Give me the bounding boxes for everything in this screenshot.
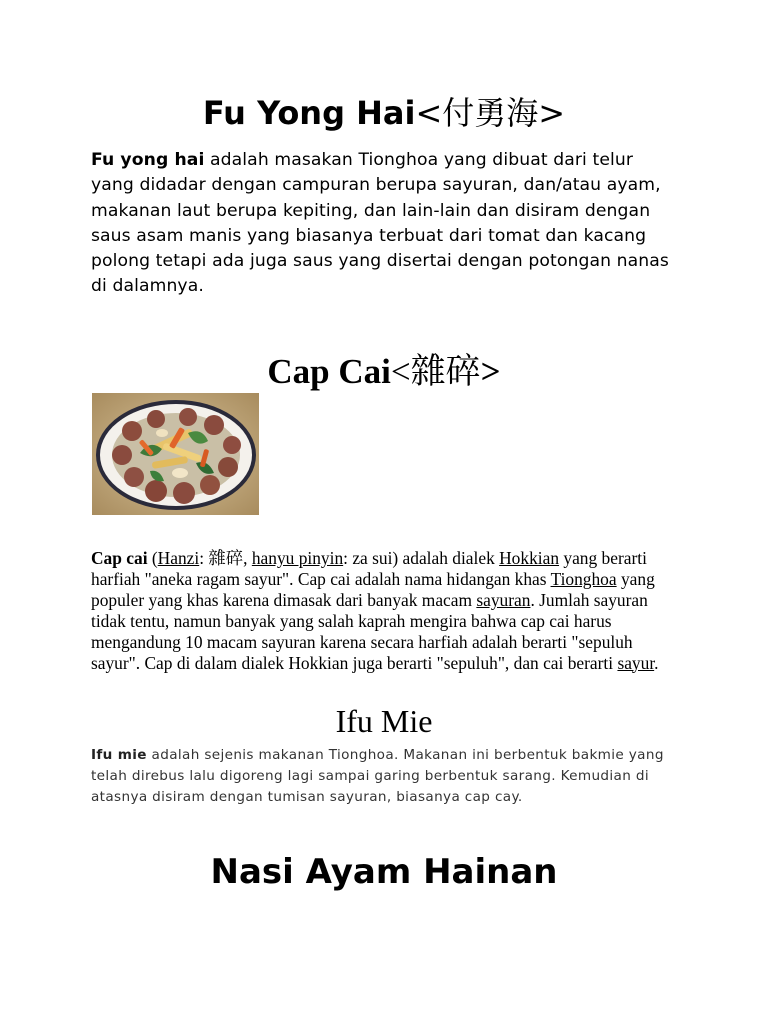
link-sayuran[interactable]: sayuran: [476, 589, 531, 610]
heading-ifu-mie: Ifu Mie: [335, 703, 433, 739]
term-ifu-mie: Ifu mie: [91, 747, 147, 763]
link-hokkian[interactable]: Hokkian: [499, 548, 560, 568]
heading-cap-cai-close: >: [480, 352, 501, 391]
link-hanzi[interactable]: Hanzi: [157, 548, 200, 568]
paragraph-ifu-mie: [91, 745, 681, 808]
heading-cap-cai: [0, 344, 768, 394]
text-cap-cai-6: . Jumlah sayuran tidak tentu, namun banyak yang salah kaprah mengira bahwa cap cai harus mengandung 10 macam sayuran karena secara harfiah adalah berarti "sepuluh sayur". Cap di dalam dialek Hokkian juga berarti "sepuluh", dan cai berarti: [91, 589, 648, 673]
text-fu-yong-hai: adalah masakan Tionghoa yang dibuat dari telur yang didadar dengan campuran berupa sayuran, dan/atau ayam, makanan laut berupa kepiting, dan lain-lain dan disiram dengan saus asam manis yang biasanya terbuat dari tomat dan kacang polong tetapi ada juga saus yang disertai dengan potongan nanas di dalamnya.: [91, 150, 669, 297]
text-ifu-mie: adalah sejenis makanan Tionghoa. Makanan ini berbentuk bakmie yang telah direbus lalu digoreng lagi sampai garing berbentuk sarang. Kemudian di atasnya disiram dengan tumisan sayuran, biasanya cap cay.: [91, 747, 664, 805]
cap-cai-photo: [92, 393, 259, 515]
paragraph-fu-yong-hai: [91, 148, 681, 300]
paragraph-cap-cai: [91, 548, 681, 673]
link-hanyu-pinyin[interactable]: hanyu pinyin: [251, 548, 344, 568]
heading-fu-yong-hai: [0, 88, 768, 134]
heading-fu-yong-hai-text: Fu Yong Hai: [202, 94, 416, 132]
link-sayur[interactable]: sayur: [617, 652, 655, 673]
text-cap-cai-5: yang populer yang khas karena dimasak dari banyak macam: [91, 568, 655, 610]
term-cap-cai: Cap cai: [91, 548, 148, 568]
cap-cai-dish-image: [92, 393, 259, 515]
text-cap-cai-1: (: [147, 548, 158, 568]
text-cap-cai-7: .: [654, 652, 659, 673]
heading-cap-cai-hanzi: <雜碎: [390, 352, 481, 391]
text-cap-cai-3: : za sui) adalah dialek: [343, 548, 500, 568]
term-fu-yong-hai: Fu yong hai: [91, 150, 205, 170]
heading-fu-yong-hai-hanzi: <付勇海>: [415, 94, 566, 132]
text-cap-cai-4: yang berarti harfiah "aneka ragam sayur". Cap cai adalah nama hidangan khas: [91, 548, 647, 589]
heading-cap-cai-text: Cap Cai: [267, 352, 391, 391]
text-cap-cai-2: : 雜碎,: [199, 548, 252, 568]
heading-nasi-ayam-hainan: Nasi Ayam Hainan: [210, 852, 558, 892]
link-tionghoa[interactable]: Tionghoa: [550, 568, 617, 589]
